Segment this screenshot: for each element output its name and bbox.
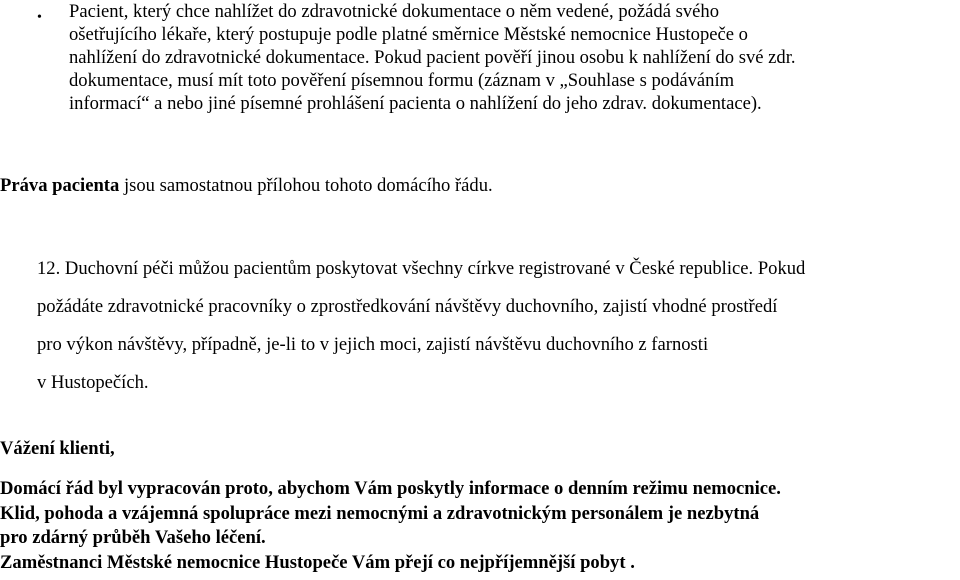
- section-line: požádáte zdravotnické pracovníky o zprostředkování návštěvy duchovního, zajistí vhodné prostředí: [37, 296, 778, 317]
- patient-rights-text: jsou samostatnou přílohou tohoto domácího řádu.: [119, 175, 493, 196]
- patient-rights-label: Práva pacienta: [0, 175, 120, 196]
- section-12-spiritual-care: [37, 250, 957, 402]
- paragraph-line: ošetřujícího lékaře, který postupuje podle platné směrnice Městské nemocnice Hustopeče o: [69, 24, 748, 45]
- section-line: v Hustopečích.: [37, 372, 149, 393]
- section-line: pro výkon návštěvy, případně, je-li to v jejich moci, zajistí návštěvu duchovního z farnosti: [37, 334, 709, 355]
- closing-line: Zaměstnanci Městské nemocnice Hustopeče Vám přejí co nejpříjemnější pobyt .: [0, 551, 635, 573]
- closing-line: Klid, pohoda a vzájemná spolupráce mezi nemocnými a zdravotnickým personálem je nezbytná: [0, 502, 760, 524]
- patient-rights-note: [0, 175, 493, 197]
- paragraph-line: nahlížení do zdravotnické dokumentace. Pokud pacient pověří jinou osobu k nahlížení do své zdr.: [69, 47, 796, 68]
- medical-records-paragraph: [69, 0, 959, 115]
- closing-line: pro zdárný průběh Vašeho léčení.: [0, 527, 266, 548]
- closing-line: Domácí řád byl vypracován proto, abychom Vám poskytly informace o denním režimu nemocnice.: [0, 478, 781, 499]
- closing-statement: [0, 477, 960, 575]
- paragraph-line: Pacient, který chce nahlížet do zdravotnické dokumentace o něm vedené, požádá svého: [69, 1, 719, 22]
- greeting-heading: Vážení klienti,: [0, 438, 115, 459]
- paragraph-line: informací“ a nebo jiné písemné prohlášení pacienta o nahlížení do jeho zdrav. dokumentace).: [69, 93, 762, 114]
- bullet-icon: •: [37, 10, 42, 25]
- paragraph-line: dokumentace, musí mít toto pověření písemnou formu (záznam v „Souhlase s podáváním: [69, 70, 735, 91]
- section-line: 12. Duchovní péči můžou pacientům poskytovat všechny církve registrované v České republice. Pokud: [37, 258, 806, 279]
